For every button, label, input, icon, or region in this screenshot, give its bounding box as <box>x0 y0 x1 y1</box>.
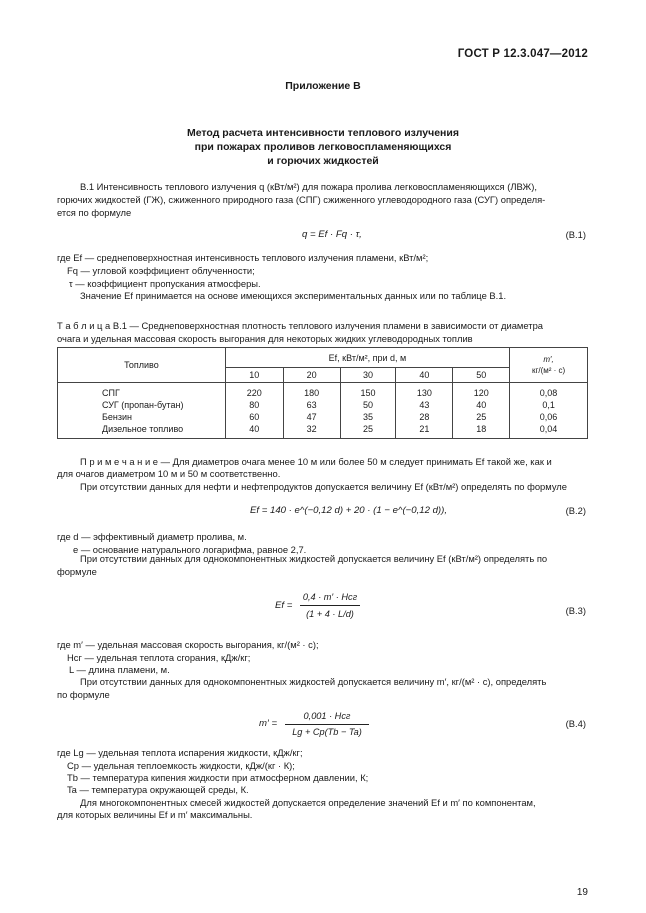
paragraph-b1-line-2: горючих жидкостей (ГЖ), сжиженного природного газа (СПГ) сжиженного углеводородного газа (СУГ) определя- <box>57 194 546 205</box>
formula-b1: q = Ef · Fq · τ, <box>302 229 362 240</box>
table-cell-fuel: СУГ (пропан-бутан) <box>58 399 226 411</box>
legend-tau: τ — коэффициент пропускания атмосферы. <box>69 278 261 289</box>
standard-number: ГОСТ Р 12.3.047—2012 <box>457 48 588 60</box>
formula-b4-number: (В.4) <box>565 718 586 729</box>
table-cell: 60 <box>225 411 283 423</box>
table-header-fuel: Топливо <box>58 348 226 383</box>
table-cell: 40 <box>453 399 510 411</box>
table-cell-fuel: СПГ <box>58 383 226 400</box>
table-cell: 80 <box>225 399 283 411</box>
table-header-ef: Ef, кВт/м², при d, м <box>225 348 509 368</box>
legend-l: L — длина пламени, м. <box>69 664 170 675</box>
note-line-2: для очагов диаметром 10 м и 50 м соответственно. <box>57 468 281 479</box>
legend-lg: где Lg — удельная теплота испарения жидкости, кДж/кг; <box>57 747 303 758</box>
table-cell: 25 <box>453 411 510 423</box>
paragraph-b1-line-3: ется по формуле <box>57 207 132 218</box>
paragraph-mix-line-1: Для многокомпонентных смесей жидкостей допускается определение значений Ef и m′ по компонентам, <box>80 797 536 808</box>
table-caption-line-1: Т а б л и ц а В.1 — Среднеповерхностная плотность теплового излучения пламени в зависимости от диаметра <box>57 320 544 331</box>
table-header-m-unit: кг/(м² · с) <box>531 366 566 375</box>
formula-b3-denominator: (1 + 4 · L/d) <box>306 609 354 619</box>
table-cell: 0,04 <box>510 423 588 439</box>
formula-b4-denominator: Lg + Cp(Tb − Ta) <box>292 727 362 737</box>
title-line-2: при пожарах проливов легковоспламеняющихся <box>194 141 452 153</box>
legend-cp: Cp — удельная теплоемкость жидкости, кДж/(кг · К); <box>67 760 295 771</box>
table-cell: 32 <box>283 423 340 439</box>
legend-tb: Tb — температура кипения жидкости при атмосферном давлении, К; <box>67 772 369 783</box>
legend-ef: где Ef — среднеповерхностная интенсивность теплового излучения пламени, кВт/м²; <box>57 252 429 263</box>
formula-b3-number: (В.3) <box>565 605 586 616</box>
table-row <box>58 399 588 411</box>
title-line-3: и горючих жидкостей <box>267 155 379 167</box>
note-line-1: П р и м е ч а н и е — Для диаметров очага менее 10 м или более 50 м следует принимать Ef такой же, как и <box>80 456 552 467</box>
table-cell: 120 <box>453 383 510 400</box>
table-cell: 150 <box>340 383 396 400</box>
table-caption-line-2: очага и удельная массовая скорость выгорания для некоторых жидких углеводородных топлив <box>57 333 473 344</box>
formula-b3-lhs: Ef = <box>275 600 293 611</box>
paragraph-b1-line-1: В.1 Интенсивность теплового излучения q (кВт/м²) для пожара пролива легковоспламеняющихся (ЛВЖ), <box>80 181 537 192</box>
table-header-d-40: 40 <box>396 368 453 383</box>
table-cell: 0,06 <box>510 411 588 423</box>
paragraph-single-2-line-2: по формуле <box>57 689 110 700</box>
formula-b4-fraction-bar <box>285 724 369 725</box>
table-cell-fuel: Бензин <box>58 411 226 423</box>
table-header-d-20: 20 <box>283 368 340 383</box>
formula-b2: Ef = 140 · e^(−0,12 d) + 20 · (1 − e^(−0,12 d)), <box>250 505 447 516</box>
formula-b3-numerator: 0,4 · m′ · Hсг <box>302 592 358 602</box>
table-cell: 63 <box>283 399 340 411</box>
paragraph-ef-value: Значение Ef принимается на основе имеющихся экспериментальных данных или по таблице В.1. <box>80 290 507 301</box>
table-header-m <box>510 348 588 383</box>
table-cell: 0,1 <box>510 399 588 411</box>
paragraph-single-1-line-1: При отсутствии данных для однокомпонентных жидкостей допускается величину Ef (кВт/м²) определять по <box>80 553 548 564</box>
formula-b3-fraction-bar <box>300 605 360 606</box>
paragraph-oil: При отсутствии данных для нефти и нефтепродуктов допускается величину Ef (кВт/м²) определять по формуле <box>80 481 567 492</box>
table-header-d-10: 10 <box>225 368 283 383</box>
legend-fq: Fq — угловой коэффициент облученности; <box>67 265 255 276</box>
legend-m: где m′ — удельная массовая скорость выгорания, кг/(м² · с); <box>57 639 319 650</box>
legend-d: где d — эффективный диаметр пролива, м. <box>57 531 247 542</box>
table-row <box>58 411 588 423</box>
table-cell: 28 <box>396 411 453 423</box>
table-cell: 25 <box>340 423 396 439</box>
table-cell: 47 <box>283 411 340 423</box>
formula-b2-number: (В.2) <box>565 505 586 516</box>
appendix-label: Приложение В <box>285 80 361 92</box>
table-cell: 35 <box>340 411 396 423</box>
table-cell: 0,08 <box>510 383 588 400</box>
table-cell: 43 <box>396 399 453 411</box>
table-row <box>58 383 588 400</box>
table-cell: 50 <box>340 399 396 411</box>
table-cell: 220 <box>225 383 283 400</box>
table-row <box>58 423 588 439</box>
legend-hsg: Hсг — удельная теплота сгорания, кДж/кг; <box>67 652 251 663</box>
page-number: 19 <box>576 887 588 898</box>
table-cell: 40 <box>225 423 283 439</box>
table-header-m-symbol: m′, <box>543 355 554 364</box>
formula-b1-number: (В.1) <box>565 229 586 240</box>
formula-b4-lhs: m′ = <box>259 718 278 729</box>
table-cell: 18 <box>453 423 510 439</box>
paragraph-mix-line-2: для которых величины Ef и m′ максимальны. <box>57 809 253 820</box>
table-header-d-50: 50 <box>453 368 510 383</box>
formula-b4-numerator: 0,001 · Hсг <box>303 711 351 721</box>
title-line-1: Метод расчета интенсивности теплового излучения <box>186 127 459 139</box>
legend-e: e — основание натурального логарифма, равное 2,7. <box>73 544 307 555</box>
table-header-d-30: 30 <box>340 368 396 383</box>
table-cell: 21 <box>396 423 453 439</box>
table-cell: 180 <box>283 383 340 400</box>
legend-ta: Ta — температура окружающей среды, К. <box>67 784 249 795</box>
table-cell: 130 <box>396 383 453 400</box>
table-b1 <box>57 347 588 439</box>
table-cell-fuel: Дизельное топливо <box>58 423 226 439</box>
paragraph-single-1-line-2: формуле <box>57 566 97 577</box>
paragraph-single-2-line-1: При отсутствии данных для однокомпонентных жидкостей допускается величину m′, кг/(м² · с), определять <box>80 676 547 687</box>
